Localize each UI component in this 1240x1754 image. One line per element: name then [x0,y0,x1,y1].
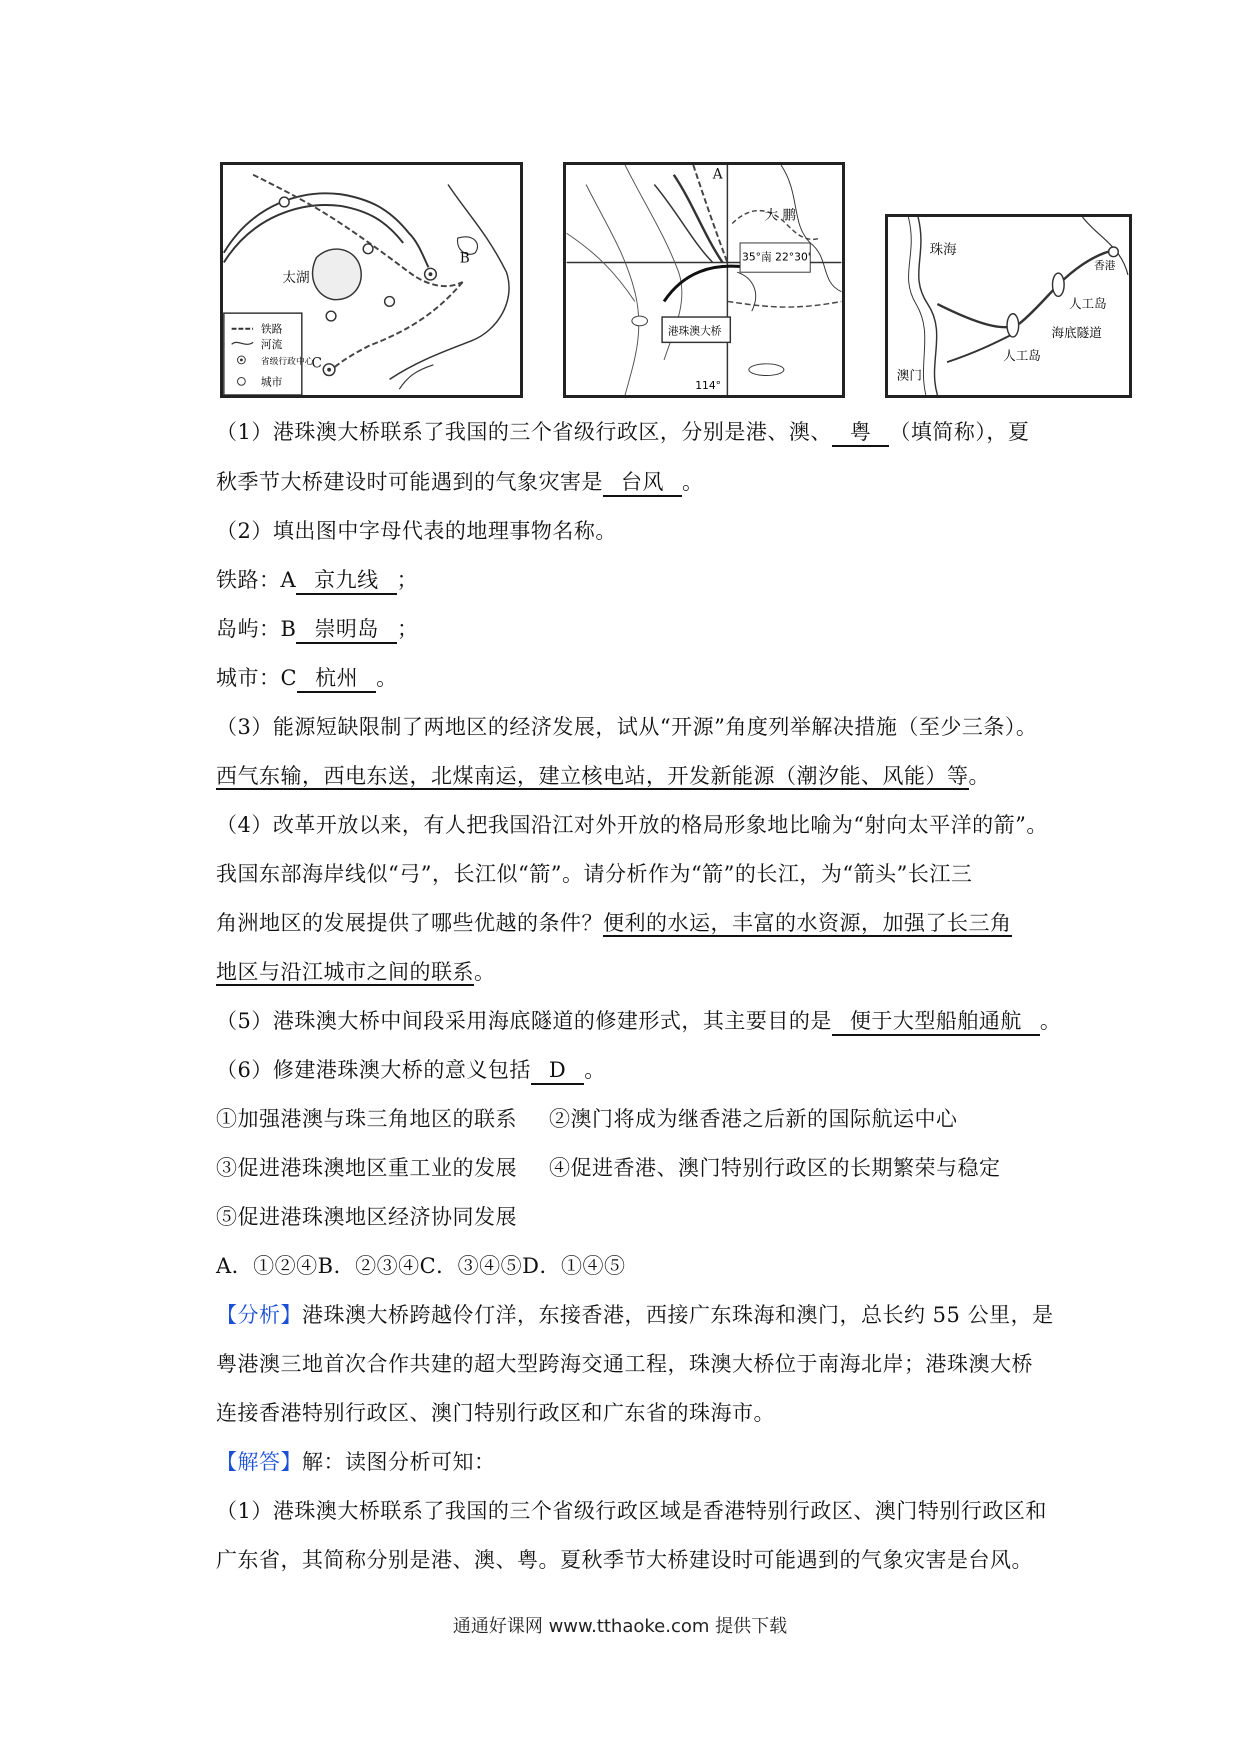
map1-legend-capital: 省级行政中心 [260,356,314,367]
map-yangtze-delta [220,162,523,398]
q1-answer-disaster: 台风 [603,469,682,497]
q2-island [216,615,1076,644]
analysis-tag: 【分析】 [216,1303,302,1327]
map2-label-A: A [712,166,723,183]
map-yangtze-svg [223,165,520,395]
q1-line1-text: （1）港珠澳大桥联系了我国的三个省级行政区，分别是港、澳、 [216,420,832,444]
page-footer: 通通好课网 www.tthaoke.com 提供下载 [452,1616,788,1637]
q6-answer: D [531,1057,584,1085]
q1-line2-tail: 。 [682,470,704,494]
solution-tag: 【解答】 [216,1450,302,1474]
q5-answer: 便于大型船舶通航 [832,1008,1040,1036]
q6-options-row2 [216,1154,1076,1182]
map3-label-hk: 香港 [1094,259,1116,273]
map2-label-lon: 114° [695,379,722,393]
q2-island-tail: ； [396,617,419,641]
q4-line4 [216,958,1076,986]
q5-line [216,1007,1076,1036]
q6-end: 。 [584,1058,606,1082]
q5-end: 。 [1039,1009,1062,1033]
solution-line2: 广东省，其简称分别是港、澳、粤。夏秋季节大桥建设时可能遇到的气象灾害是台风。 [216,1548,1033,1572]
q1-line2 [216,468,1076,497]
map1-label-taihu: 太湖 [282,269,310,286]
solution-line1: （1）港珠澳大桥联系了我国的三个省级行政区域是香港特别行政区、澳门特别行政区和 [216,1499,1047,1523]
q2-city-label: 城市：C [216,666,298,690]
map3-label-macau: 澳门 [896,367,922,383]
q2-rail [216,566,1076,595]
q4-line2: 我国东部海岸线似“弓”，长江似“箭”。请分析作为“箭”的长江，为“箭头”长江三 [216,862,973,886]
map3-label-tunnel: 海底隧道 [1051,324,1102,340]
q2-rail-answer: 京九线 [296,567,397,595]
analysis-line3: 连接香港特别行政区、澳门特别行政区和广东省的珠海市。 [216,1401,775,1425]
q3-answer-line [216,762,1076,790]
q6-choices: A．①②④B．②③④C．③④⑤D．①④⑤ [216,1254,626,1278]
q6-options-row1 [216,1105,1076,1133]
map-bridge-svg [888,217,1129,395]
solution-intro: 解：读图分析可知： [302,1450,496,1474]
map2-label-lat: 35°南 22°30' [742,250,811,264]
q3-end: 。 [968,764,990,788]
map-pearl-delta [563,162,845,398]
q4-answer-part2: 地区与沿江城市之间的联系 [216,960,474,984]
q6-line [216,1056,1076,1085]
map1-legend-river: 河流 [260,338,283,352]
q4-answer-part1: 便利的水运，丰富的水资源，加强了长三角 [603,911,1012,935]
q5-text: （5）港珠澳大桥中间段采用海底隧道的修建形式，其主要目的是 [216,1009,832,1033]
q2-rail-label: 铁路：A [216,568,297,592]
q3-answer: 西气东输，西电东送，北煤南运，建立核电站，开发新能源（潮汐能、风能）等 [216,764,969,788]
q2-intro: （2）填出图中字母代表的地理事物名称。 [216,519,617,543]
q4-end: 。 [474,960,496,984]
q4-line3-text: 角洲地区的发展提供了哪些优越的条件？ [216,911,603,935]
q2-island-answer: 崇明岛 [296,616,397,644]
map1-label-B: B [459,250,470,267]
q2-rail-tail: ； [396,568,419,592]
q1-line1 [216,418,1076,447]
q2-city [216,664,1076,693]
map-bridge [885,214,1132,398]
q4-line3 [216,909,1076,937]
map2-label-north: 大 鹏 [764,207,797,224]
q6-option-1: ①加强港澳与珠三角地区的联系 [216,1107,517,1131]
q6-option-5: ⑤促进港珠澳地区经济协同发展 [216,1205,517,1229]
map1-legend-city: 城市 [260,375,283,389]
map3-label-island1: 人工岛 [1068,295,1107,311]
q2-city-tail: 。 [376,666,398,690]
map1-label-C: C [311,355,323,372]
q2-island-label: 岛屿：B [216,617,297,641]
map2-label-bridge: 港珠澳大桥 [667,324,722,338]
solution-intro-line [216,1448,1076,1476]
q1-line2-text: 秋季节大桥建设时可能遇到的气象灾害是 [216,470,603,494]
q6-option-3: ③促进港珠澳地区重工业的发展 [216,1156,517,1180]
q1-line1-tail: （填简称），夏 [889,420,1030,444]
analysis-line1 [216,1301,1076,1329]
q3-question: （3）能源短缺限制了两地区的经济发展，试从“开源”角度列举解决措施（至少三条）。 [216,715,1038,739]
map3-label-island2: 人工岛 [1003,348,1041,364]
q4-line1: （4）改革开放以来，有人把我国沿江对外开放的格局形象地比喻为“射向太平洋的箭”。 [216,813,1048,837]
analysis-text-1: 港珠澳大桥跨越伶仃洋，东接香港，西接广东珠海和澳门，总长约 55 公里，是 [302,1303,1054,1327]
analysis-line2: 粤港澳三地首次合作共建的超大型跨海交通工程，珠澳大桥位于南海北岸；港珠澳大桥 [216,1352,1033,1376]
q2-city-answer: 杭州 [297,665,376,693]
map1-legend-rail: 铁路 [260,322,283,336]
map-pearl-svg [566,165,842,395]
q1-answer-abbr: 粤 [832,419,890,447]
q6-text: （6）修建港珠澳大桥的意义包括 [216,1058,531,1082]
map3-label-zhuhai: 珠海 [929,241,957,258]
q6-option-4: ④促进香港、澳门特别行政区的长期繁荣与稳定 [549,1156,1001,1180]
q6-option-2: ②澳门将成为继香港之后新的国际航运中心 [549,1107,958,1131]
